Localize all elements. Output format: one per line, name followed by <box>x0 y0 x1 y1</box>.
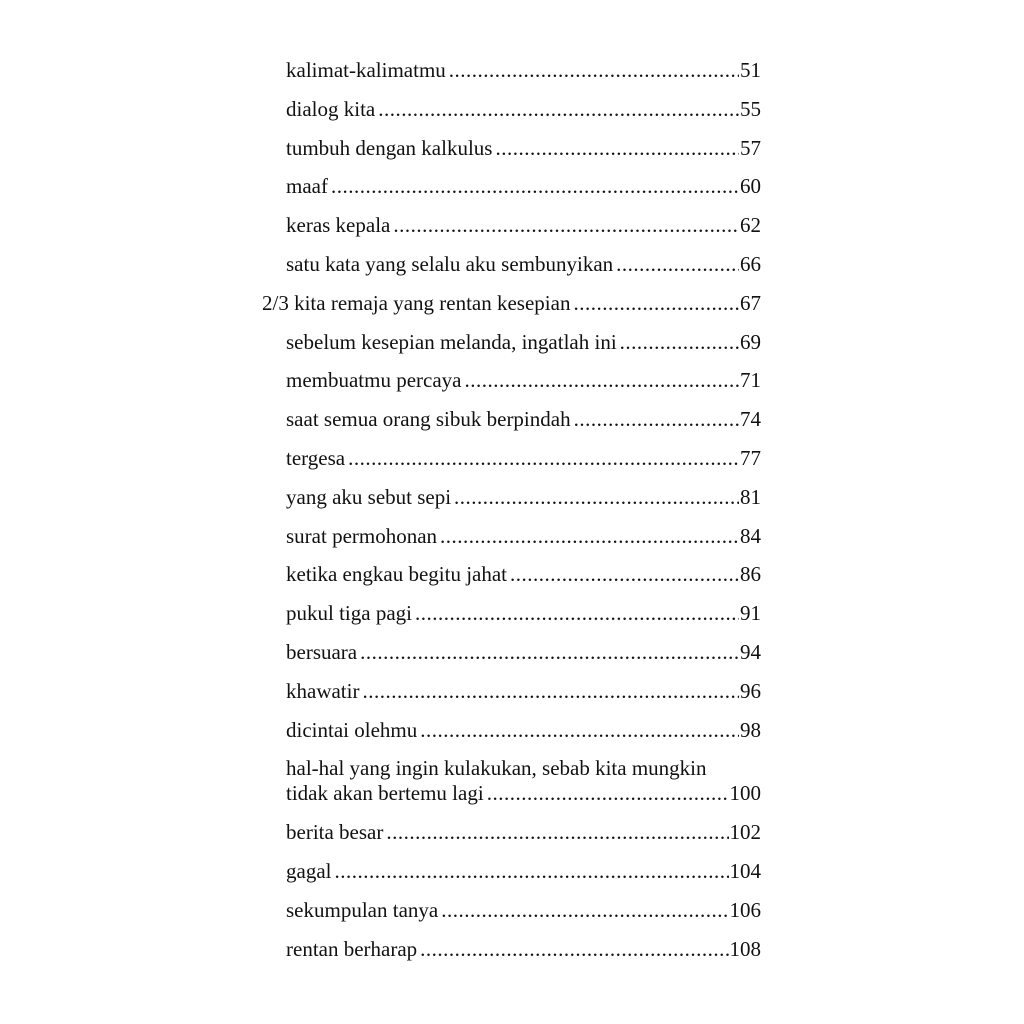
toc-entry-page: 91 <box>740 601 761 626</box>
toc-entry-page: 71 <box>740 368 761 393</box>
toc-entry[interactable] <box>262 524 761 549</box>
toc-entry-title: sebelum kesepian melanda, ingatlah ini <box>286 329 617 354</box>
toc-entry-title: yang aku sebut sepi <box>286 484 452 509</box>
table-of-contents <box>262 58 761 975</box>
toc-entry[interactable] <box>262 174 761 199</box>
dot-leader <box>495 136 739 161</box>
toc-entry-title: tumbuh dengan kalkulus <box>286 135 493 160</box>
dot-leader <box>348 446 739 471</box>
toc-entry-page: 94 <box>740 639 761 664</box>
dot-leader <box>420 718 739 743</box>
toc-entry[interactable] <box>262 213 761 238</box>
dot-leader <box>360 640 739 665</box>
toc-entry[interactable] <box>262 859 761 884</box>
toc-entry-page: 84 <box>740 523 761 548</box>
toc-entry-title: berita besar <box>286 820 384 845</box>
toc-entry[interactable] <box>262 407 761 432</box>
toc-entry-title: tergesa <box>286 445 346 470</box>
toc-entry-title: kalimat-kalimatmu <box>286 58 446 82</box>
toc-entry-page: 81 <box>740 484 761 509</box>
toc-entry[interactable] <box>262 937 761 962</box>
toc-section-title: 2/3 kita remaja yang rentan kesepian <box>262 290 571 315</box>
dot-leader <box>440 524 739 549</box>
dot-leader <box>393 213 739 238</box>
toc-entry-page: 104 <box>729 858 761 883</box>
dot-leader <box>334 859 728 884</box>
toc-entry-page: 67 <box>740 290 761 315</box>
toc-entry-title: maaf <box>286 174 328 199</box>
toc-entry-page: 66 <box>740 251 761 276</box>
toc-entry[interactable] <box>262 601 761 626</box>
toc-entry-title: dicintai olehmu <box>286 717 418 742</box>
dot-leader <box>465 368 739 393</box>
dot-leader <box>378 97 739 122</box>
dot-leader <box>487 781 729 806</box>
toc-entry-title: dialog kita <box>286 96 376 121</box>
dot-leader <box>620 330 739 355</box>
toc-entry[interactable] <box>262 562 761 587</box>
toc-entry-title: tidak akan bertemu lagi <box>286 781 484 806</box>
toc-entry-page: 102 <box>729 820 761 845</box>
toc-entry-multiline[interactable] <box>262 756 761 806</box>
toc-entry[interactable] <box>262 485 761 510</box>
toc-entry[interactable] <box>262 679 761 704</box>
dot-leader <box>441 898 728 923</box>
toc-entry-page: 96 <box>740 678 761 703</box>
toc-entry-title: saat semua orang sibuk berpindah <box>286 407 571 432</box>
dot-leader <box>415 601 739 626</box>
toc-entry-title: surat permohonan <box>286 523 438 548</box>
toc-entry[interactable] <box>262 640 761 665</box>
toc-entry-title: keras kepala <box>286 213 391 238</box>
toc-entry-title: ketika engkau begitu jahat <box>286 562 508 587</box>
toc-entry[interactable] <box>262 252 761 277</box>
toc-entry-page: 106 <box>729 897 761 922</box>
dot-leader <box>616 252 739 277</box>
dot-leader <box>420 937 728 962</box>
dot-leader <box>510 562 739 587</box>
toc-entry[interactable] <box>262 718 761 743</box>
toc-entry-page: 100 <box>729 781 761 806</box>
toc-entry-page: 74 <box>740 407 761 432</box>
toc-entry-title: gagal <box>286 858 332 883</box>
toc-entry-page: 77 <box>740 445 761 470</box>
dot-leader <box>574 407 739 432</box>
dot-leader <box>362 679 739 704</box>
toc-entry[interactable] <box>262 368 761 393</box>
toc-entry-title: rentan berharap <box>286 936 418 961</box>
toc-entry-title: membuatmu percaya <box>286 368 462 393</box>
toc-section-entry[interactable] <box>262 291 761 316</box>
toc-entry-title-line1: hal-hal yang ingin kulakukan, sebab kita mungkin <box>286 756 707 781</box>
toc-entry-page: 98 <box>740 717 761 742</box>
toc-entry-page: 62 <box>740 213 761 238</box>
toc-entry-title: bersuara <box>286 639 358 664</box>
toc-entry[interactable] <box>262 446 761 471</box>
dot-leader <box>386 820 728 845</box>
dot-leader <box>331 174 739 199</box>
toc-entry-title: satu kata yang selalu aku sembunyikan <box>286 251 614 276</box>
dot-leader <box>573 291 739 316</box>
toc-entry-page: 60 <box>740 174 761 199</box>
dot-leader <box>449 58 739 83</box>
toc-entry-page: 55 <box>740 96 761 121</box>
dot-leader <box>454 485 739 510</box>
toc-entry-title: pukul tiga pagi <box>286 601 412 626</box>
toc-entry[interactable] <box>262 898 761 923</box>
toc-entry-page: 57 <box>740 135 761 160</box>
toc-entry-page: 69 <box>740 329 761 354</box>
toc-entry-title: khawatir <box>286 678 360 703</box>
toc-entry[interactable] <box>262 330 761 355</box>
toc-entry-page: 108 <box>729 936 761 961</box>
toc-entry[interactable] <box>262 58 761 83</box>
toc-entry[interactable] <box>262 97 761 122</box>
toc-entry-page: 51 <box>740 58 761 82</box>
toc-entry[interactable] <box>262 820 761 845</box>
toc-entry-title: sekumpulan tanya <box>286 897 439 922</box>
toc-entry-page: 86 <box>740 562 761 587</box>
toc-entry[interactable] <box>262 136 761 161</box>
